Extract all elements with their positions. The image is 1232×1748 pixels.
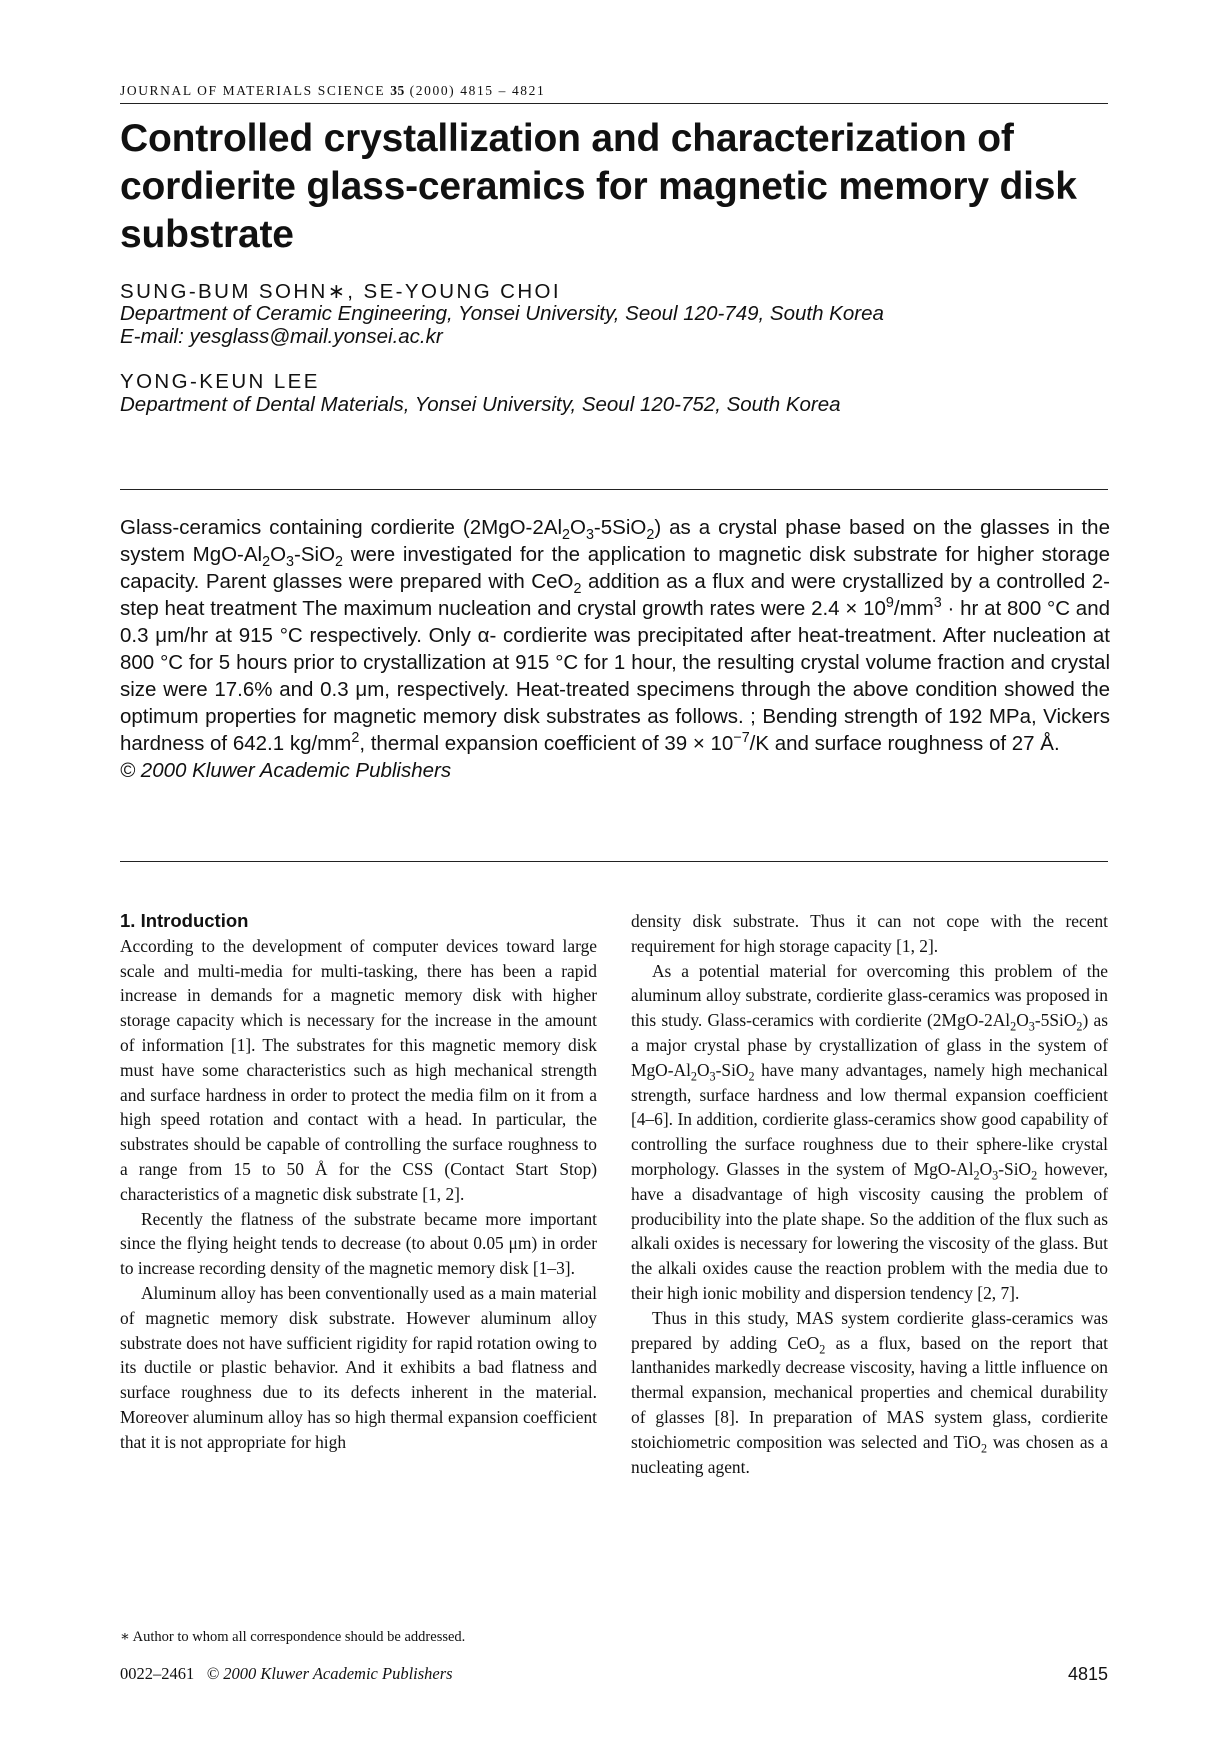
footer-copyright: © 2000 Kluwer Academic Publishers bbox=[206, 1664, 453, 1683]
abstract-text: Glass-ceramics containing cordierite $(2MgO-2Al_2O_3-5SiO_2)$ as a crystal phase based on the glasses in the system MgO-$Al_2O_3-SiO_2$ were investigated for the application to magnetic disk substrate for higher storage capacity. Parent glasses were prepared with CeO$_2$ addition as a flux and were crystallized by a controlled 2-step heat treatment The maximum nucleation and crystal growth rates were $2.4 \times 10^9/mm^3$ · hr at 800 °C and 0.3 μm/hr at 915 °C respectively. Only α- cordierite was precipitated after heat-treatment. After nucleation at 800 °C for 5 hours prior to crystallization at 915 °C for 1 hour, the resulting crystal volume fraction and crystal size were 17.6% and 0.3 μm, respectively. Heat-treated specimens through the above condition showed the optimum properties for magnetic memory disk substrates as follows. ; Bending strength of 192 MPa, Vickers hardness of 642.1 $kg/mm^2$, thermal expansion coefficient of $39 \times 10^{-7}/K$ and surface roughness of 27 Å. bbox=[120, 516, 1111, 755]
paragraph: As a potential material for overcoming this problem of the aluminum alloy substrate, cordierite glass-ceramics was proposed in this study. Glass-ceramics with cordierite $(2MgO-2Al_2O_3-5SiO_2)$ as a major crystal phase by crystallization of glass in the system of MgO-$Al_2O_3-SiO_2$ have many advantages, namely high mechanical strength, surface hardness and low thermal expansion coefficient [4–6]. In addition, cordierite glass-ceramics show good capability of controlling the surface roughness due to their sphere-like crystal morphology. Glasses in the system of MgO-$Al_2O_3-SiO_2$ however, have a disadvantage of high viscosity causing the problem of producibility into the plate shape. So the addition of the flux such as alkali oxides is necessary for lowering the viscosity of the glass. But the alkali oxides cause the reaction problem with the media due to their high ionic mobility and dispersion tendency [2, 7]. bbox=[631, 960, 1108, 1303]
paper-title: Controlled crystallization and characterization of cordierite glass-ceramics for magnetic memory disk substrate bbox=[120, 117, 1077, 256]
author-group-2: YONG-KEUN LEE bbox=[120, 370, 320, 393]
paragraph: density disk substrate. Thus it can not cope with the recent requirement for high storage capacity [1, 2]. bbox=[631, 911, 1108, 956]
right-column bbox=[631, 909, 1108, 1479]
running-head bbox=[120, 83, 545, 99]
paragraph: Thus in this study, MAS system cordierite glass-ceramics was prepared by adding CeO$_2$ as a flux, based on the report that lanthanides markedly decrease viscosity, having a little influence on thermal expansion, mechanical properties and chemical durability of glasses [8]. In preparation of MAS system glass, cordierite stoichiometric composition was selected and TiO$_2$ was chosen as a nucleating agent. bbox=[631, 1307, 1109, 1477]
paragraph: According to the development of computer devices toward large scale and multi-media for multi-tasking, there has been a rapid increase in demands for a magnetic memory disk with higher storage capacity which is necessary for the increase in the amount of information [1]. The substrates for this magnetic memory disk must have some characteristics such as high mechanical strength and surface hardness in order to protect the media film on it from a high speed rotation and contact with a head. In particular, the substrates should be capable of controlling the surface roughness to a range from 15 to 50 Å for the CSS (Contact Start Stop) characteristics of a magnetic disk substrate [1, 2]. bbox=[120, 935, 597, 1204]
affiliation-2: Department of Dental Materials, Yonsei University, Seoul 120-752, South Korea bbox=[120, 393, 841, 416]
section-heading-introduction: 1. Introduction bbox=[120, 910, 249, 931]
paragraph: Aluminum alloy has been conventionally used as a main material of magnetic memory disk substrate. However aluminum alloy substrate does not have sufficient rigidity for rapid rotation owing to its ductile or plastic behavior. And it exhibits a bad flatness and surface roughness due to its defects inherent in the material. Moreover aluminum alloy has so high thermal expansion coefficient that it is not appropriate for high bbox=[120, 1282, 597, 1452]
footer-issn-copyright bbox=[120, 1664, 453, 1684]
issn: 0022–2461 bbox=[120, 1664, 195, 1683]
abstract-copyright: © 2000 Kluwer Academic Publishers bbox=[120, 759, 452, 782]
affiliation-1: Department of Ceramic Engineering, Yonsei University, Seoul 120-749, South Korea bbox=[120, 302, 884, 325]
journal-volume: 35 bbox=[390, 83, 405, 98]
paragraph: Recently the flatness of the substrate became more important since the flying height tends to decrease (to about 0.05 μm) in order to increase recording density of the magnetic memory disk [1–3]. bbox=[120, 1208, 597, 1279]
page-number: 4815 bbox=[1067, 1664, 1108, 1684]
journal-year-pages: (2000) 4815 – 4821 bbox=[409, 83, 546, 98]
footnote: ∗ Author to whom all correspondence should be addressed. bbox=[120, 1629, 466, 1645]
header-rule bbox=[120, 103, 1108, 104]
left-column bbox=[120, 909, 597, 1455]
journal-name: JOURNAL OF MATERIALS SCIENCE bbox=[120, 83, 386, 98]
abstract-top-rule bbox=[120, 489, 1108, 490]
abstract bbox=[120, 514, 1110, 784]
author-group-1: SUNG-BUM SOHN∗, SE-YOUNG CHOI bbox=[120, 280, 561, 303]
author-email: E-mail: yesglass@mail.yonsei.ac.kr bbox=[120, 325, 443, 348]
abstract-bottom-rule bbox=[120, 861, 1108, 862]
